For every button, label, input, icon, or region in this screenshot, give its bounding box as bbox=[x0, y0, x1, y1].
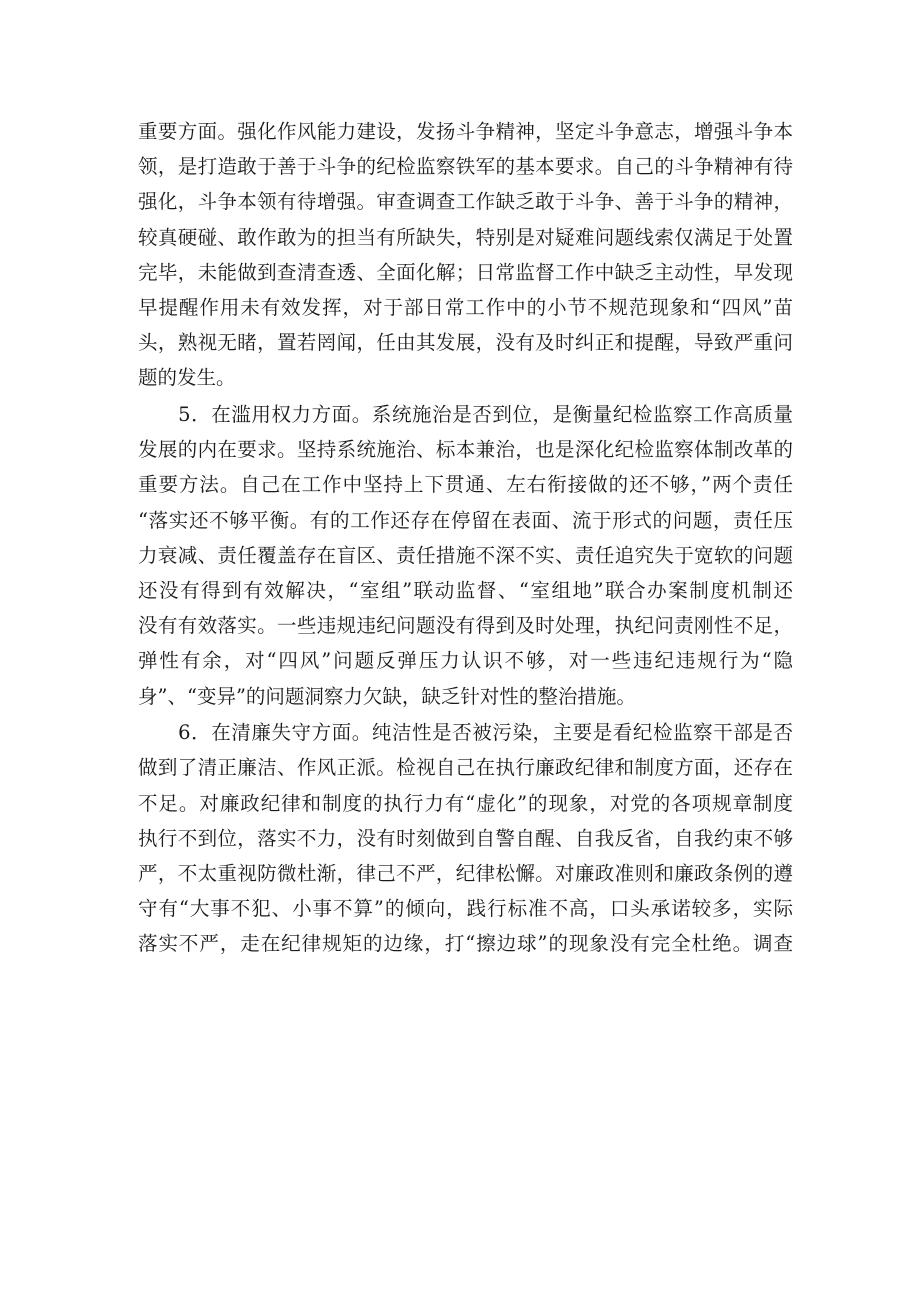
text-line: “落实还不够平衡。有的工作还存在停留在表面、流于形式的问题，责任压 bbox=[138, 508, 793, 532]
text-line: 题的发生。 bbox=[138, 366, 236, 390]
text-line: 头，熟视无睹，置若罔闻，任由其发展，没有及时纠正和提醒，导致严重问 bbox=[138, 331, 793, 355]
text-line: 较真硬碰、敢作敢为的担当有所缺失，特别是对疑难问题线索仅满足于处置 bbox=[138, 225, 793, 249]
text-line: 守有“大事不犯、小事不算”的倾向，践行标准不高，口头承诺较多，实际 bbox=[138, 897, 793, 921]
text-line: 落实不严，走在纪律规矩的边缘，打“擦边球”的现象没有完全杜绝。调查 bbox=[138, 932, 793, 956]
text-line: 6．在清廉失守方面。纯洁性是否被污染，主要是看纪检监察干部是否 bbox=[138, 721, 793, 745]
text-line: 身”、“变异”的问题洞察力欠缺，缺乏针对性的整治措施。 bbox=[138, 684, 636, 708]
text-line: 严，不太重视防微杜渐，律己不严，纪律松懈。对廉政准则和廉政条例的遵 bbox=[138, 861, 793, 885]
text-line: 强化，斗争本领有待增强。审查调查工作缺乏敢于斗争、善于斗争的精神， bbox=[138, 190, 793, 214]
text-line: 没有有效落实。一些违规违纪问题没有得到及时处理，执纪问责刚性不足， bbox=[138, 614, 793, 638]
text-line: 重要方法。自己在工作中坚持上下贯通、左右衔接做的还不够，”两个责任 bbox=[138, 473, 793, 497]
text-line: 不足。对廉政纪律和制度的执行力有“虚化”的现象，对党的各项规章制度 bbox=[138, 791, 793, 815]
text-line: 力衰减、责任覆盖存在盲区、责任措施不深不实、责任追究失于宽软的问题 bbox=[138, 543, 793, 567]
paragraph bbox=[138, 715, 793, 961]
text-line: 重要方面。强化作风能力建设，发扬斗争精神，坚定斗争意志，增强斗争本 bbox=[138, 120, 793, 143]
text-line: 领，是打造敢于善于斗争的纪检监察铁军的基本要求。自己的斗争精神有待 bbox=[138, 155, 793, 179]
text-line: 发展的内在要求。坚持系统施治、标本兼治，也是深化纪检监察体制改革的 bbox=[138, 438, 793, 462]
document-body bbox=[138, 114, 793, 962]
paragraph bbox=[138, 114, 793, 396]
text-line: 还没有得到有效解决，“室组”联动监督、“室组地”联合办案制度机制还 bbox=[138, 578, 793, 602]
text-line: 完毕，未能做到查清查透、全面化解；日常监督工作中缺乏主动性，早发现 bbox=[138, 260, 793, 284]
text-line: 弹性有余，对“四风”问题反弹压力认识不够，对一些违纪违规行为“隐 bbox=[138, 649, 793, 673]
paragraph bbox=[138, 397, 793, 714]
text-line: 早提醒作用未有效发挥，对于部日常工作中的小节不规范现象和“四风”苗 bbox=[138, 295, 793, 319]
text-line: 执行不到位，落实不力，没有时刻做到自警自醒、自我反省，自我约束不够 bbox=[138, 826, 793, 850]
text-line: 5．在滥用权力方面。系统施治是否到位，是衡量纪检监察工作高质量 bbox=[138, 403, 793, 426]
text-line: 做到了清正廉洁、作风正派。检视自己在执行廉政纪律和制度方面，还存在 bbox=[138, 756, 793, 780]
